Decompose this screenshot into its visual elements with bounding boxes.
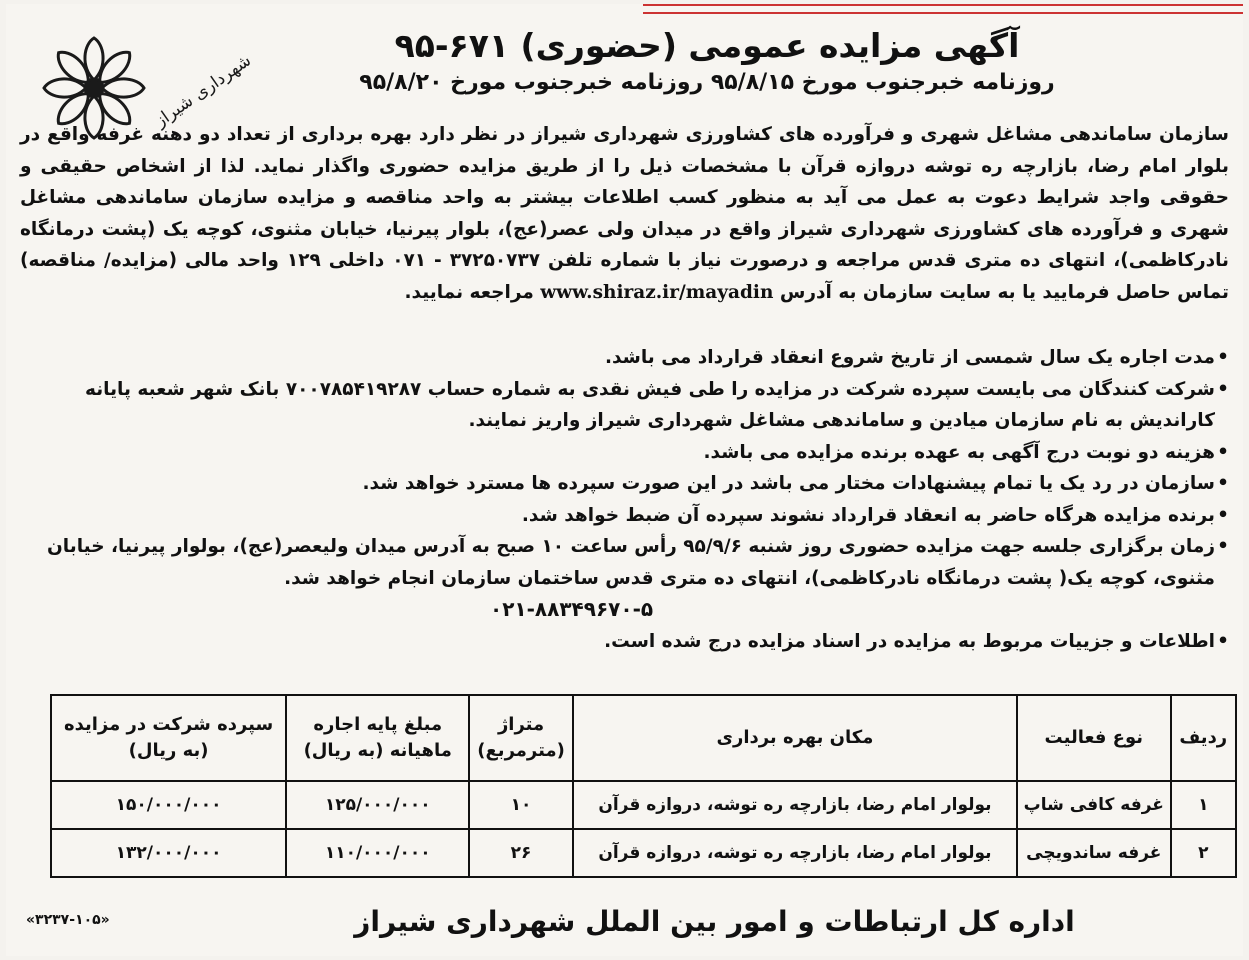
list-item: • هزینه دو نوبت درج آگهی به عهده برنده مزایده می باشد. (20, 437, 1229, 469)
notice-title: آگهی مزایده عمومی (حضوری) ۶۷۱-۹۵ (394, 26, 1020, 65)
list-item: • سازمان در رد یک یا تمام پیشنهادات مختار می باشد در این صورت سپرده ها مسترد خواهد شد. (20, 468, 1229, 500)
body-paragraph (20, 119, 1229, 308)
cell-area: ۲۶ (469, 829, 573, 877)
header-activity: نوع فعالیت (1017, 695, 1171, 781)
list-item: • مدت اجاره یک سال شمسی از تاریخ شروع انعقاد قرارداد می باشد. (20, 342, 1229, 374)
header-deposit: سپرده شرکت در مزایده (به ریال) (51, 695, 286, 781)
issuing-department: اداره کل ارتباطات و امور بین الملل شهرداری شیراز (354, 905, 1075, 938)
logo-caption: شهرداری شیراز (151, 50, 255, 132)
header-base-rent: مبلغ پایه اجاره ماهیانه (به ریال) (286, 695, 469, 781)
list-item: • زمان برگزاری جلسه جهت مزایده حضوری روز شنبه ۹۵/۹/۶ رأس ساعت ۱۰ صبح به آدرس میدان ولیعصر(عج)، بولوار پیرنیا، خیابان مثنوی، کوچه یک( پشت درمانگاه نادرکاظمی)، انتهای ده متری قدس ساختمان سازمان انجام خواهد شد. (20, 531, 1229, 594)
header-location: مکان بهره برداری (573, 695, 1017, 781)
notice-body (20, 119, 1229, 308)
conditions-list (20, 342, 1229, 657)
notice-header (191, 24, 1223, 98)
body-text-main: سازمان ساماندهی مشاغل شهری و فرآورده های کشاورزی شهرداری شیراز در نظر دارد بهره برداری از تعداد دو دهنه غرفه واقع در بلوار امام رضا، بازارچه ره توشه دروازه قرآن با مشخصات ذیل را از طریق مزایده حضوری واگذار نماید. لذا از اشخاص حقیقی و حقوقی واجد شرایط دعوت به عمل می آید به منظور کسب اطلاعات بیشتر به واحد مناقصه و مزایده سازمان ساماندهی مشاغل شهری و فرآورده های کشاورزی شهرداری شیراز واقع در میدان ولی عصر(عج)، بلوار پیرنیا، خیابان مثنوی، کوچه یک (پشت درمانگاه نادرکاظمی)، انتهای ده متری قدس مراجعه و درصورت نیاز با شماره تلفن ۳۷۲۵۰۷۳۷ - ۰۷۱ داخلی ۱۲۹ واحد مالی (مزایده/ مناقصه) تماس حاصل فرمایید یا به سایت سازمان به آدرس (20, 124, 1230, 303)
cell-area: ۱۰ (469, 781, 573, 829)
newspaper-dates: روزنامه خبرجنوب مورخ ۹۵/۸/۱۵ روزنامه خبرجنوب مورخ ۹۵/۸/۲۰ (359, 70, 1055, 95)
cell-row-number: ۱ (1171, 781, 1236, 829)
cell-activity: غرفه کافی شاپ (1017, 781, 1171, 829)
table-row (51, 829, 1236, 877)
fax-number: ۰۲۱-۸۸۳۴۹۶۷۰-۵ (490, 597, 654, 621)
cell-base-rent: ۱۱۰/۰۰۰/۰۰۰ (286, 829, 469, 877)
header-area: متراژ (مترمربع) (469, 695, 573, 781)
table-header-row (51, 695, 1236, 781)
cell-location: بولوار امام رضا، بازارچه ره توشه، دروازه قرآن (573, 829, 1017, 877)
table-row (51, 781, 1236, 829)
cell-deposit: ۱۵۰/۰۰۰/۰۰۰ (51, 781, 286, 829)
cell-deposit: ۱۳۲/۰۰۰/۰۰۰ (51, 829, 286, 877)
website-link[interactable]: www.shiraz.ir/mayadin (540, 281, 774, 303)
cell-row-number: ۲ (1171, 829, 1236, 877)
top-red-rule (643, 4, 1243, 14)
auction-notice-page (6, 4, 1243, 956)
body-text-end: مراجعه نمایید. (404, 281, 534, 303)
cell-base-rent: ۱۲۵/۰۰۰/۰۰۰ (286, 781, 469, 829)
list-item: • شرکت کنندگان می بایست سپرده شرکت در مزایده را طی فیش نقدی به شماره حساب ۷۰۰۷۸۵۴۱۹۲۸۷ بانک شهر شعبه پایانه کاراندیش به نام سازمان میادین و ساماندهی مشاغل شهرداری شیراز واریز نمایند. (20, 374, 1229, 437)
cell-location: بولوار امام رضا، بازارچه ره توشه، دروازه قرآن (573, 781, 1017, 829)
cell-activity: غرفه ساندویچی (1017, 829, 1171, 877)
list-item: • اطلاعات و جزییات مربوط به مزایده در اسناد مزایده درج شده است. (20, 626, 1229, 658)
list-item: • برنده مزایده هرگاه حاضر به انعقاد قرارداد نشوند سپرده آن ضبط خواهد شد. (20, 500, 1229, 532)
ad-code: «۳۲۳۷-۱۰۵» (26, 912, 110, 928)
auction-items-table (50, 694, 1237, 878)
header-row-number: ردیف (1171, 695, 1236, 781)
